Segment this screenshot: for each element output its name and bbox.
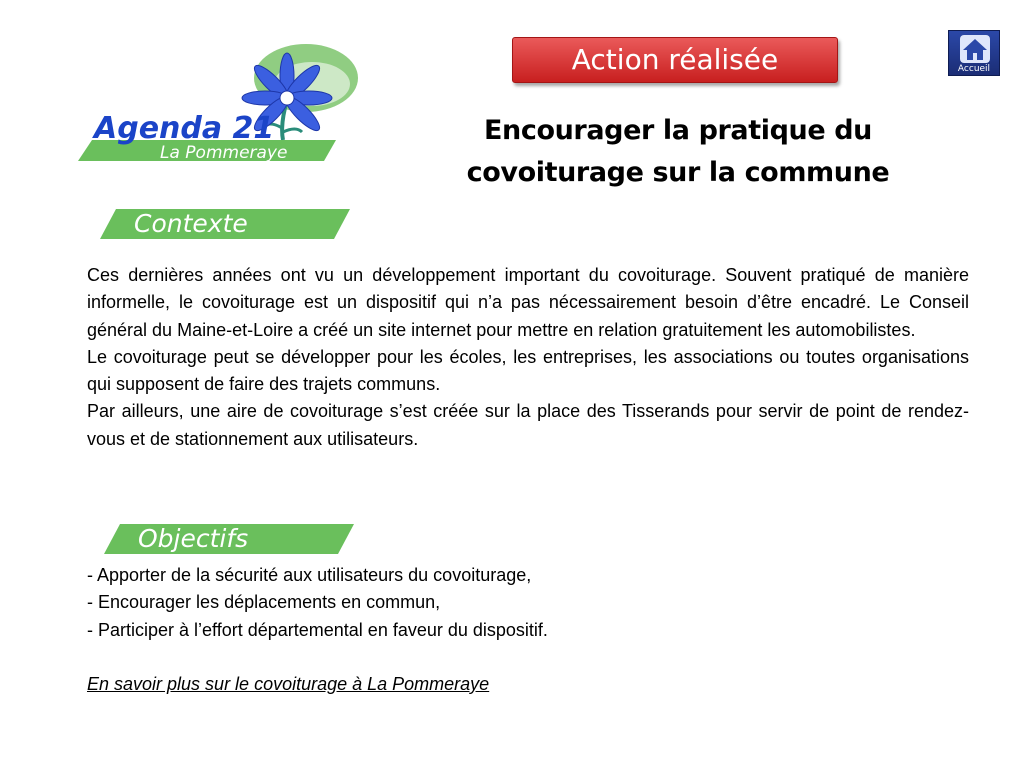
page-title <box>450 110 906 194</box>
objectives-section-banner <box>104 524 354 554</box>
home-label: Accueil <box>957 64 991 74</box>
context-section-title: Contexte <box>134 209 248 238</box>
objective-item: - Encourager les déplacements en commun, <box>87 592 441 613</box>
page-title-line-1: Encourager la pratique du <box>483 115 873 146</box>
context-paragraph: Ces dernières années ont vu un développement important du covoiturage. Souvent pratiqué de manière informelle, le covoiturage est un dispositif qui n’a pas nécessairement besoin d’être encadré. Le Conseil général du Maine-et-Loire a créé un site internet pour mettre en relation gratuitement les automobilistes. <box>87 265 969 340</box>
objective-item: - Participer à l’effort départemental en faveur du dispositif. <box>87 619 548 640</box>
context-section-banner <box>100 209 350 239</box>
objectives-list <box>87 562 969 644</box>
agenda21-logo-graphic <box>74 40 374 170</box>
agenda21-logo <box>74 40 374 170</box>
context-paragraph: Le covoiturage peut se développer pour les écoles, les entreprises, les associations ou toutes organisations qui supposent de faire des trajets communs. <box>87 346 969 395</box>
objectives-section-title: Objectifs <box>138 524 249 553</box>
objective-item: - Apporter de la sécurité aux utilisateurs du covoiturage, <box>87 565 532 585</box>
home-icon <box>960 35 990 63</box>
logo-subtitle: La Pommeraye <box>160 143 288 163</box>
learn-more-link[interactable]: En savoir plus sur le covoiturage à La Pommeraye <box>87 674 490 694</box>
context-paragraph: Par ailleurs, une aire de covoiturage s’est créée sur la place des Tisserands pour servir de point de rendez-vous et de stationnement aux utilisateurs. <box>87 401 969 449</box>
context-text <box>87 262 969 453</box>
page-title-line-2: covoiturage sur la commune <box>466 156 890 188</box>
home-button[interactable] <box>948 30 1000 76</box>
status-banner: Action réalisée <box>512 37 838 83</box>
logo-title: Agenda 21 <box>94 111 275 146</box>
